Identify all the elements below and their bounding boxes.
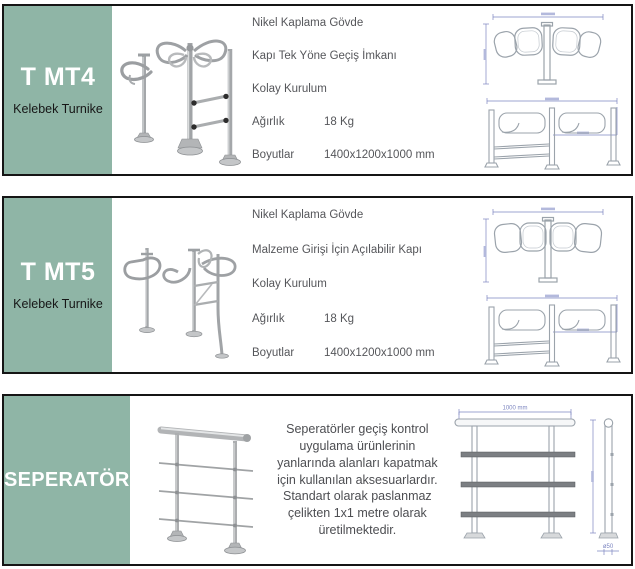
technical-drawing-icon [447,398,629,562]
spec-label: Kapı Tek Yöne Geçiş İmkanı [252,50,397,63]
spec-value: 1400x1200x1000 mm [324,347,435,360]
technical-drawing-seperator [445,396,631,564]
technical-drawing-icon [473,200,629,370]
product-title: T MT5 [20,257,96,286]
spec-label: Kolay Kurulum [252,278,327,291]
spec-label: Nikel Kaplama Gövde [252,209,364,221]
product-sidebar-tmt4 [4,6,112,174]
product-photo-seperator [130,396,270,564]
product-photo-tmt5 [112,198,244,372]
technical-drawings-tmt5 [471,198,631,372]
spec-row [252,83,467,97]
spec-value: 18 Kg [324,312,355,325]
spec-row [252,116,467,130]
spec-row [252,149,467,163]
product-title: T MT4 [20,62,96,91]
spec-row [252,244,467,258]
spec-row [252,209,467,223]
product-card-seperator [2,394,633,566]
separator-photo-icon [135,400,265,560]
product-sidebar-tmt5 [4,198,112,372]
spec-row [252,347,467,361]
spec-list-tmt4 [244,6,471,174]
product-description: Seperatörler geçiş kontrol uygulama ürünlerinin yanlarında alanları kapatmak için kullanılan aksesuarlardır. Standart olarak paslanmaz çelikten 1x1 metre olarak üretilmektedir. [277,421,438,538]
product-card-tmt5 [2,196,633,374]
product-description-wrap [270,396,445,564]
drawing-diameter-label: ø50 [602,544,614,550]
spec-list-tmt5 [244,198,471,372]
spec-label: Nikel Kaplama Gövde [252,17,364,29]
spec-row [252,278,467,292]
spec-value: 18 Kg [324,116,355,129]
spec-label: Boyutlar [252,149,295,162]
technical-drawing-icon [473,7,629,173]
spec-label: Boyutlar [252,347,295,360]
technical-drawings-tmt4 [471,6,631,174]
spec-row [252,17,467,31]
drawing-width-label: 1000 mm [502,405,528,412]
product-title: SEPERATÖR [4,469,130,491]
turnstile-photo-icon [114,210,242,360]
spec-label: Ağırlık [252,116,285,129]
product-subtitle: Kelebek Turnike [13,296,103,311]
spec-row [252,313,467,327]
spec-label: Ağırlık [252,312,285,325]
spec-value: 1400x1200x1000 mm [324,149,435,162]
spec-row [252,50,467,64]
turnstile-photo-icon [114,11,242,169]
spec-label: Malzeme Girişi İçin Açılabilir Kapı [252,243,422,256]
product-card-tmt4 [2,4,633,176]
product-subtitle: Kelebek Turnike [13,101,103,116]
product-sidebar-seperator [4,396,130,564]
spec-label: Kolay Kurulum [252,83,327,96]
product-photo-tmt4 [112,6,244,174]
